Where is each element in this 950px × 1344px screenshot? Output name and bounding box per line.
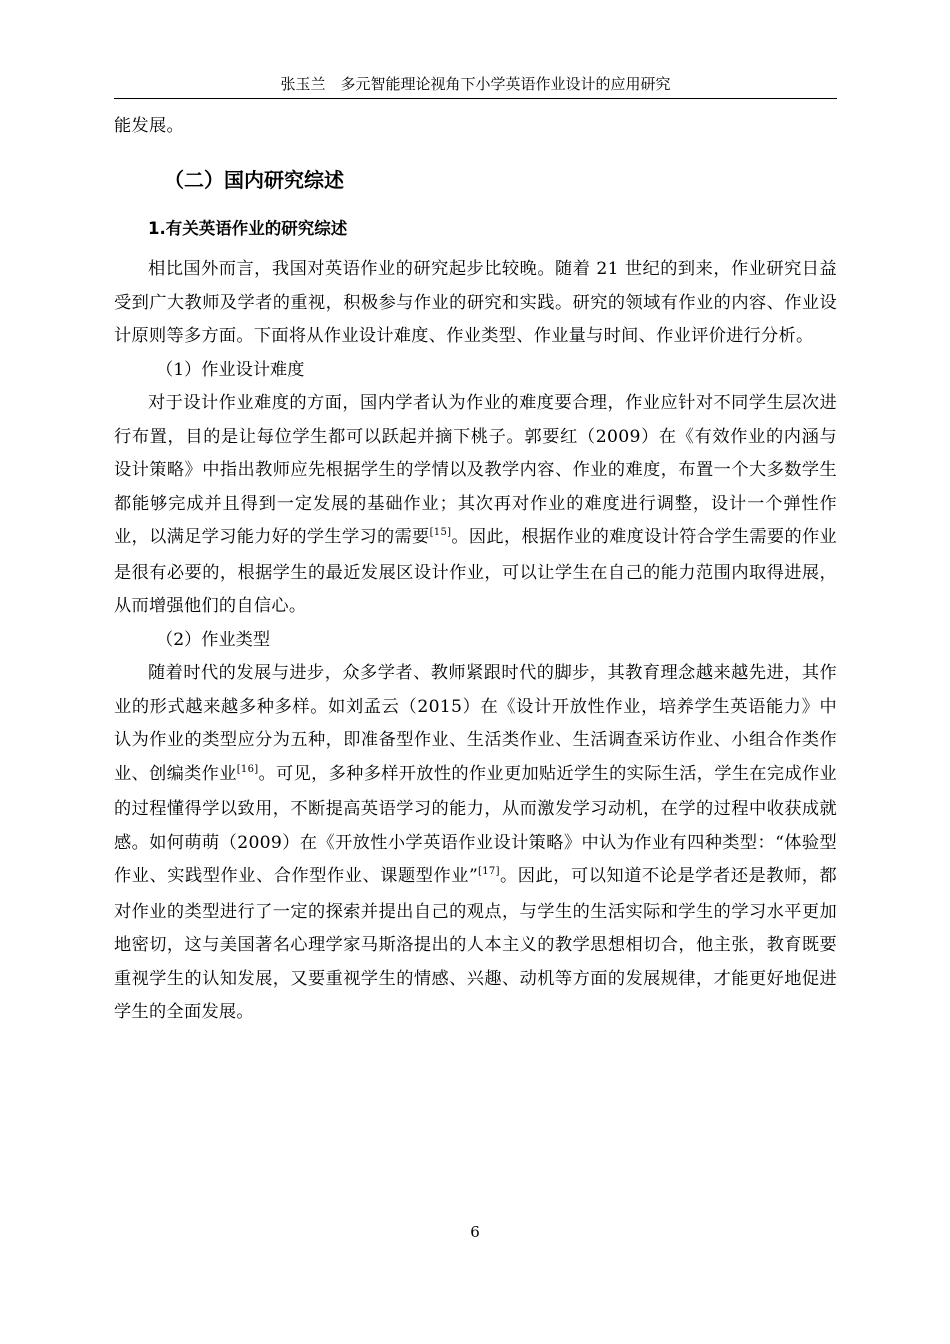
- intro-paragraph: 相比国外而言，我国对英语作业的研究起步比较晚。随着 21 世纪的到来，作业研究日益受到广大教师及学者的重视，积极参与作业的研究和实践。研究的领域有作业的内容、作业设计原则等多方面。下面将从作业设计难度、作业类型、作业量与时间、作业评价进行分析。: [114, 259, 837, 346]
- citation-16: [16]: [236, 763, 259, 775]
- subsection-heading: 1.有关英语作业的研究综述: [148, 219, 348, 238]
- item1-text-part2: 。因此，根据作业的难度设计符合学生需要的作业是很有必要的，根据学生的最近发展区设计作业，可以让学生在自己的能力范围内取得进展，从而增强他们的自信心。: [114, 527, 838, 616]
- continuation-text: 能发展。: [114, 116, 184, 136]
- item2-text-part3: 。因此，可以知道不论是学者还是教师，都对作业的类型进行了一定的探索并提出自己的观点，与学生的生活实际和学生的学习水平更加地密切，这与美国著名心理学家马斯洛提出的人本主义的教学思想相切合，他主张，教育既要重视学生的认知发展，又要重视学生的情感、兴趣、动机等方面的发展规律，才能更好地促进学生的全面发展。: [114, 866, 837, 1022]
- page-body: [114, 110, 838, 1022]
- item1-paragraph: [114, 387, 837, 624]
- item1-title: （1）作业设计难度: [156, 359, 305, 380]
- item2-text-part1: 随着时代的发展与进步，众多学者、教师紧跟时代的脚步，其教育理念越来越先进，其作业的形式越来越多种多样。如刘孟云（2015）在《设计开放性作业，培养学生英语能力》中认为作业的类型应分为五种，即准备型作业、生活类作业、生活调查采访作业、小组合作类作业、创编类作业: [114, 663, 837, 784]
- citation-17: [17]: [478, 866, 500, 877]
- item2-paragraph: [114, 657, 837, 1030]
- item2-title: （2）作业类型: [156, 629, 271, 650]
- page-number: 6: [470, 1223, 480, 1241]
- header-rule: [114, 98, 837, 99]
- running-header: 张玉兰 多元智能理论视角下小学英语作业设计的应用研究: [280, 75, 671, 93]
- item1-text-part1: 对于设计作业难度的方面，国内学者认为作业的难度要合理，作业应针对不同学生层次进行布置，目的是让每位学生都可以跃起并摘下桃子。郭要红（2009）在《有效作业的内涵与设计策略》中指出教师应先根据学生的学情以及教学内容、作业的难度，布置一个大多数学生都能够完成并且得到一定发展的基础作业；其次再对作业的难度进行调整，设计一个弹性作业，以满足学习能力好的学生学习的需要: [114, 393, 837, 547]
- body-text-block: [114, 253, 837, 1030]
- citation-15: [15]: [429, 527, 452, 538]
- section-heading: （二）国内研究综述: [164, 168, 344, 192]
- item2-text-part2: 。可见，多种多样开放性的作业更加贴近学生的实际生活，学生在完成作业的过程懂得学以致用，不断提高英语学习的能力，从而激发学习动机，在学的过程中收获成就感。如何萌萌（2009）在《开放性小学英语作业设计策略》中认为作业有四种类型：“体验型作业、实践型作业、合作型作业、课题型作业”: [114, 763, 838, 886]
